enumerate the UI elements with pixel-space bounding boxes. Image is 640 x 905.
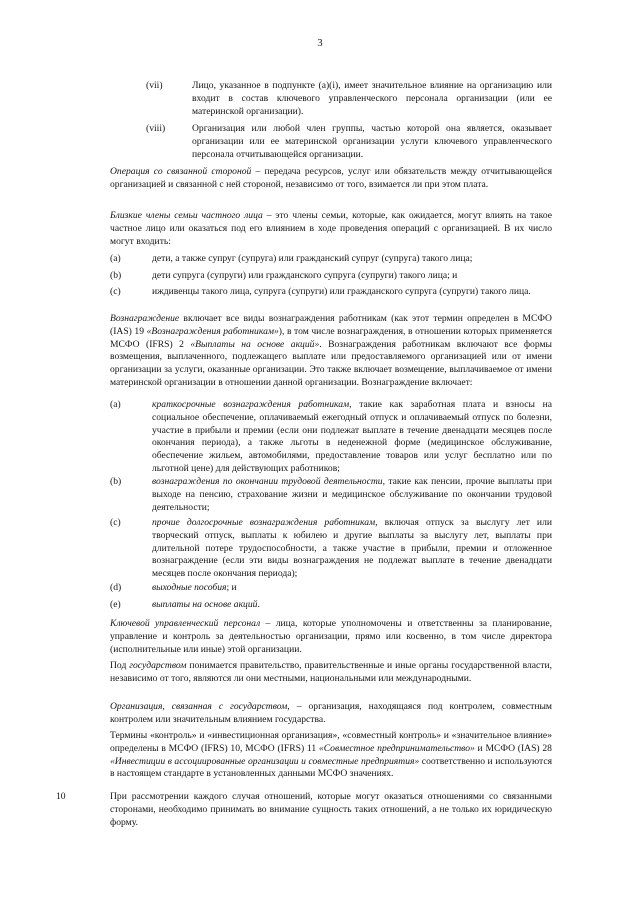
standard-reference: «Совместное предпринимательство» <box>318 742 475 754</box>
paragraph-10: При рассмотрении каждого случая отношений, которые могут оказаться отношениями со связанными сторонами, необходимо принимать во внимание сущность таких отношений, а не только их юридическую форму. <box>110 791 552 828</box>
definition-key-personnel <box>110 618 552 656</box>
defined-term: Ключевой управленческий персонал <box>110 618 261 629</box>
defined-term: прочие долгосрочные вознаграждения работникам <box>152 517 376 528</box>
list-text: Лицо, указанное в подпункте (a)(i), имеет значительное влияние на организацию или входит в состав ключевого управленческого персонала организации (или ее материнской организации). <box>192 80 552 117</box>
list-text-rest: , такие как заработная плата и взносы на социальное обеспечение, оплачиваемый ежегодный отпуск и оплачиваемый отпуск по болезни, участие в прибыли и премии (если они подлежат выплате в течение двенадцати месяцев после окончания периода), а также льготы в неденежной форме (медицинское обслуживание, обеспечение жильем, автомобилями, предоставление товаров или услуг бесплатно или по льготной цене) для действующих работников; <box>152 399 552 474</box>
list-marker: (b) <box>110 270 122 281</box>
paragraph-number: 10 <box>56 791 66 802</box>
definition-text: включает все виды вознаграждения работникам (как этот термин определен в МСФО (IAS) 19 <box>110 313 552 337</box>
list-text <box>152 582 552 595</box>
list-item <box>110 517 552 583</box>
list-text-rest: , такие как пенсии, прочие выплаты при выходе на пенсию, страхование жизни и медицинское обслуживание по окончании трудовой деятельности; <box>152 476 552 513</box>
list-item <box>146 80 552 120</box>
list-item <box>110 399 552 479</box>
list-marker: (a) <box>110 253 121 264</box>
list-text <box>152 517 552 581</box>
definition-gov-related <box>110 701 552 727</box>
definition-transaction <box>110 166 552 192</box>
defined-term: выходные пособия <box>152 582 227 593</box>
list-text <box>152 599 552 612</box>
page-number: 3 <box>317 38 323 49</box>
standard-reference: «Вознаграждения работникам» <box>146 325 279 337</box>
definition-text: Термины «контроль» и «инвестиционная организация», «совместный контроль» и «значительное влияние» определены в МСФО (IFRS) 10, МСФО (IFRS) 11 <box>110 730 552 754</box>
defined-term: Организация, связанная с государством, <box>110 701 290 712</box>
list-marker: (c) <box>110 286 121 297</box>
defined-term: Операция со связанной стороной <box>110 166 252 177</box>
definition-compensation <box>110 313 552 390</box>
definition-text: – передача ресурсов, услуг или обязательств между отчитывающейся организацией и связанной с ней стороной, независимо от того, взимается ли при этом плата. <box>110 166 552 190</box>
definition-text: понимается правительство, правительственные и иные органы государственной власти, независимо от того, являются ли они местными, национальными или международными. <box>110 660 553 684</box>
defined-term: краткосрочные вознаграждения работникам <box>152 399 350 410</box>
standard-reference: «Выплаты на основе акций» <box>190 338 320 350</box>
definition-text: соответственно и используются в настоящем стандарте в установленных данными МСФО значениях. <box>110 755 553 780</box>
list-marker: (c) <box>110 517 121 528</box>
definition-government <box>110 660 552 686</box>
list-marker: (d) <box>110 582 122 593</box>
definition-text: – это члены семьи, которые, как ожидается, могут влиять на такое частное лицо или оказаться под его влиянием в ходе проведения операций с организацией. В их число могут входить: <box>110 210 552 247</box>
defined-term: Близкие члены семьи частного лица <box>110 210 263 221</box>
list-marker: (viii) <box>146 123 166 134</box>
terms-paragraph <box>110 730 552 781</box>
list-text-rest: . <box>257 599 260 610</box>
list-text: дети, а также супруг (супруга) или гражданский супруг (супруга) такого лица; <box>152 253 473 264</box>
defined-term: Вознаграждение <box>110 313 180 324</box>
list-marker: (a) <box>110 399 121 410</box>
definition-text: и МСФО (IAS) 28 <box>474 742 552 754</box>
list-marker: (vii) <box>146 80 163 91</box>
list-item <box>146 123 552 163</box>
list-text: иждивенцы такого лица, супруга (супруги) или гражданского супруга (супруги) такого лица. <box>152 286 531 297</box>
standard-reference: «Инвестиции в ассоциированные организации и совместные предприятия» <box>110 755 420 767</box>
list-text-rest: ; и <box>226 582 237 593</box>
list-text <box>152 476 552 514</box>
list-text: дети супруга (супруги) или гражданского супруга (супруги) такого лица; и <box>152 270 458 281</box>
list-text: Организация или любой член группы, частью которой она является, оказывает организации или ее материнской организации услуги ключевого управленческого персонала отчитывающейся организации. <box>192 123 552 160</box>
list-text <box>152 399 552 476</box>
definition-text: ), в том числе вознаграждения, в отношении которых применяется МСФО (IFRS) 2 <box>110 325 552 350</box>
definition-text: . Вознаграждения работникам включают все формы возмещения, выплаченного, подлежащего выплате или предоставляемого организацией или от имени организации за услуги, оказанные организации. Это также включает возмещение, выплачиваемое от имени материнской организации в отношении данной организации. Вознаграждение включает: <box>110 338 553 388</box>
definition-text: – организация, находящаяся под контролем, совместным контролем или значительным влиянием государства. <box>110 701 552 725</box>
definition-text: Под <box>110 660 130 671</box>
list-text-rest: , включая отпуск за выслугу лет или творческий отпуск, выплаты к юбилею и другие выплаты за выслугу лет, выплаты при длительной потере трудоспособности, а также участие в прибыли, премии и отложенное вознаграждение (если эти виды вознаграждения не подлежат выплате в течение двенадцати месяцев после окончания периода); <box>152 517 552 580</box>
list-marker: (b) <box>110 476 122 487</box>
list-marker: (e) <box>110 599 121 610</box>
definition-close-family <box>110 210 552 248</box>
definition-text: – лица, которые уполномочены и ответственны за планирование, управление и контроль за деятельностью организации, прямо или косвенно, в том числе директора (исполнительные или иные) этой организации. <box>110 618 553 655</box>
defined-term: вознаграждения по окончании трудовой деятельности <box>152 476 383 487</box>
list-item <box>110 476 552 516</box>
defined-term: выплаты на основе акций <box>152 599 258 610</box>
defined-term: государством <box>129 660 187 671</box>
